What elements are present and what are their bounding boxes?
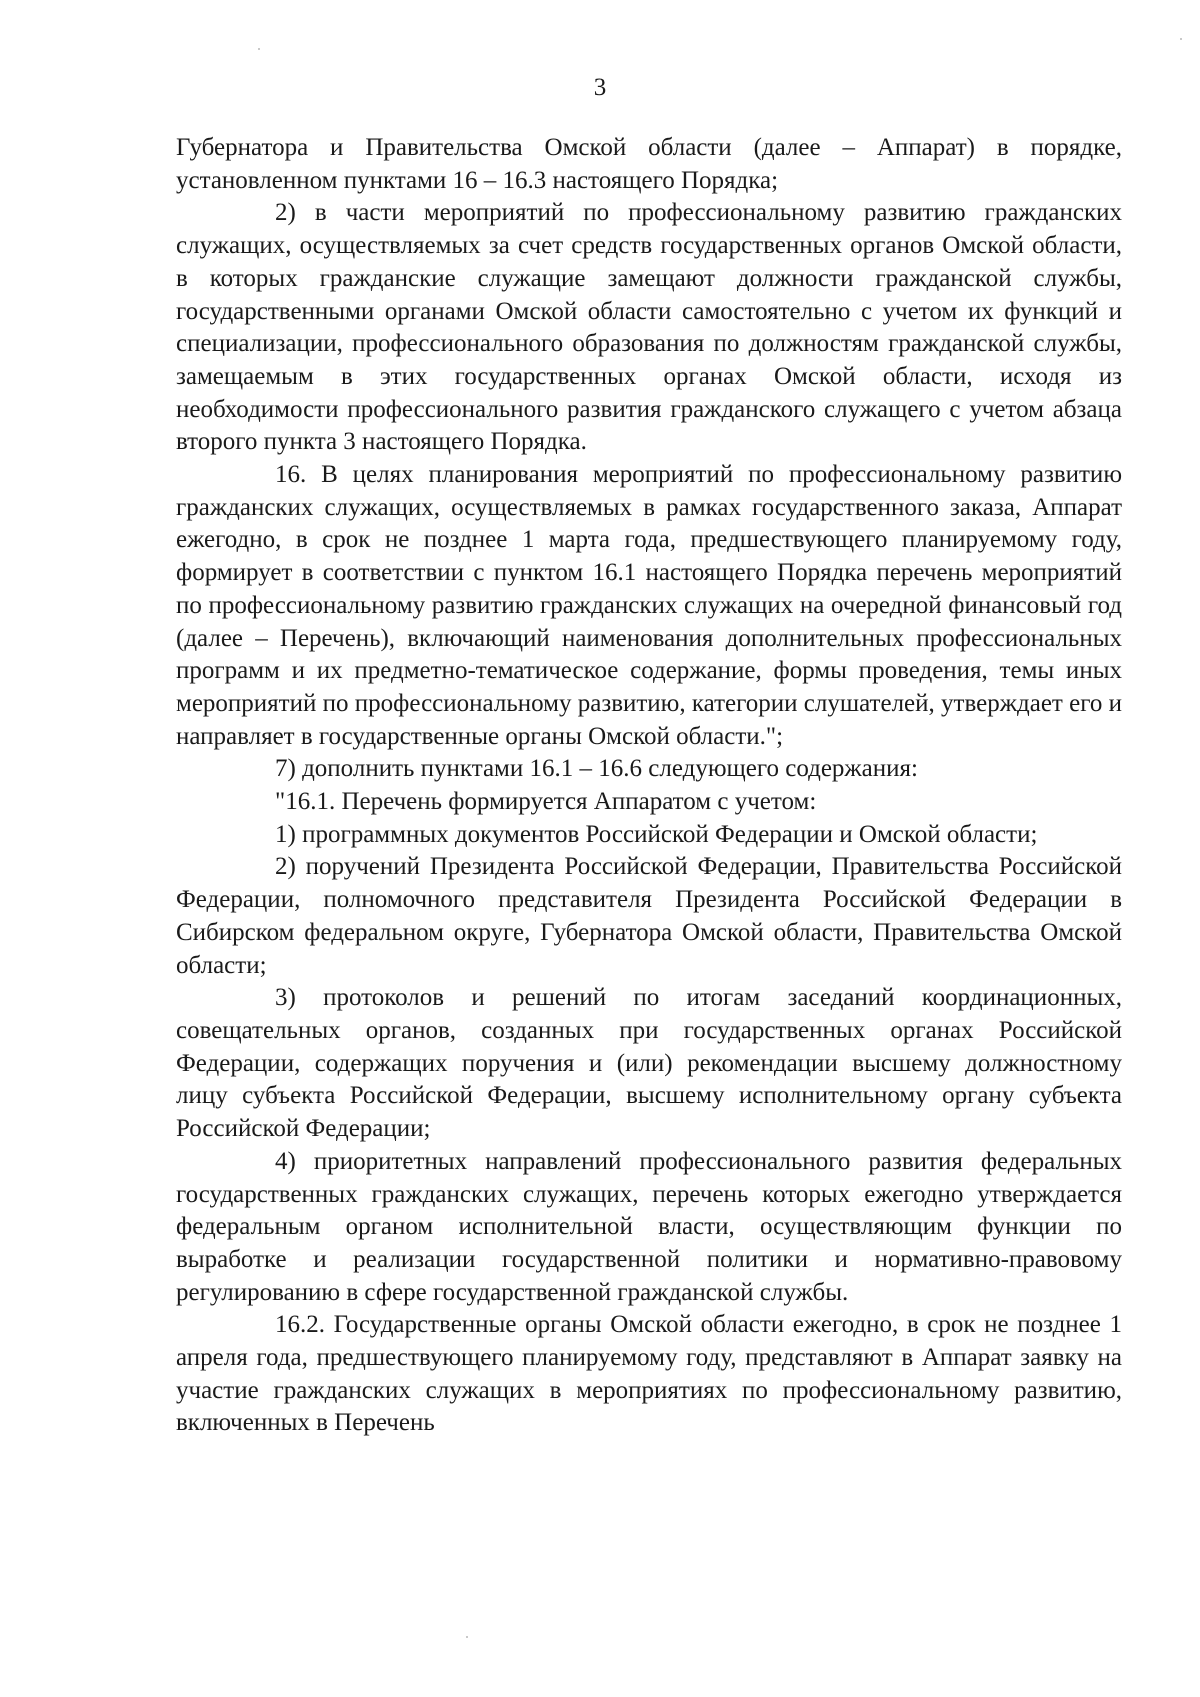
scan-speck <box>466 1636 468 1638</box>
paragraph-subitem-3: 3) протоколов и решений по итогам заседаний координационных, совещательных органов, созданных при государственных органах Российской Федерации, содержащих поручения и (или) рекомендации высшему должностному лицу субъекта Российской Федерации, высшему исполнительному органу субъекта Российской Федерации; <box>176 984 1122 1143</box>
paragraph-item-7: 7) дополнить пунктами 16.1 – 16.6 следующего содержания: <box>275 755 918 783</box>
paragraph-subitem-1: 1) программных документов Российской Федерации и Омской области; <box>275 820 1038 848</box>
paragraph-point-16: 16. В целях планирования мероприятий по профессиональному развитию гражданских служащих, осуществляемых в рамках государственного заказа, Аппарат ежегодно, в срок не позднее 1 марта года, предшествующего планируемому году, формирует в соответствии с пунктом 16.1 настоящего Порядка перечень мероприятий по профессиональному развитию гражданских служащих на очередной финансовый год (далее – Перечень), включающий наименования дополнительных профессиональных программ и их предметно-тематическое содержание, формы проведения, темы иных мероприятий по профессиональному развитию, категории слушателей, утверждает его и направляет в государственные органы Омской области."; <box>176 461 1122 750</box>
scan-speck <box>258 48 260 50</box>
paragraph-point-16-1: "16.1. Перечень формируется Аппаратом с учетом: <box>275 788 817 816</box>
paragraph-subitem-4: 4) приоритетных направлений профессионального развития федеральных государственных гражданских служащих, перечень которых ежегодно утверждается федеральным органом исполнительной власти, осуществляющим функции по выработке и реализации государственной политики и нормативно-правовому регулированию в сфере государственной гражданской службы. <box>176 1147 1122 1306</box>
paragraph-point-16-2: 16.2. Государственные органы Омской области ежегодно, в срок не позднее 1 апреля года, предшествующего планируемому году, представляют в Аппарат заявку на участие гражданских служащих в мероприятиях по профессиональному развитию, включенных в Перечень <box>176 1311 1122 1437</box>
scan-speck <box>1180 38 1182 40</box>
document-body <box>176 132 1122 1440</box>
paragraph-item-2: 2) в части мероприятий по профессиональному развитию гражданских служащих, осуществляемых за счет средств государственных органов Омской области, в которых гражданские служащие замещают должности гражданской службы, государственными органами Омской области самостоятельно с учетом их функций и специализации, профессионального образования по должностям гражданской службы, замещаемым в этих государственных органах Омской области, исходя из необходимости профессионального развития гражданского служащего с учетом абзаца второго пункта 3 настоящего Порядка. <box>176 199 1122 456</box>
page-number: 3 <box>593 74 607 101</box>
paragraph-subitem-2: 2) поручений Президента Российской Федерации, Правительства Российской Федерации, полномочного представителя Президента Российской Федерации в Сибирском федеральном округе, Губернатора Омской области, Правительства Омской области; <box>176 853 1122 979</box>
paragraph-continuation: Губернатора и Правительства Омской области (далее – Аппарат) в порядке, установленном пунктами 16 – 16.3 настоящего Порядка; <box>176 134 1122 194</box>
